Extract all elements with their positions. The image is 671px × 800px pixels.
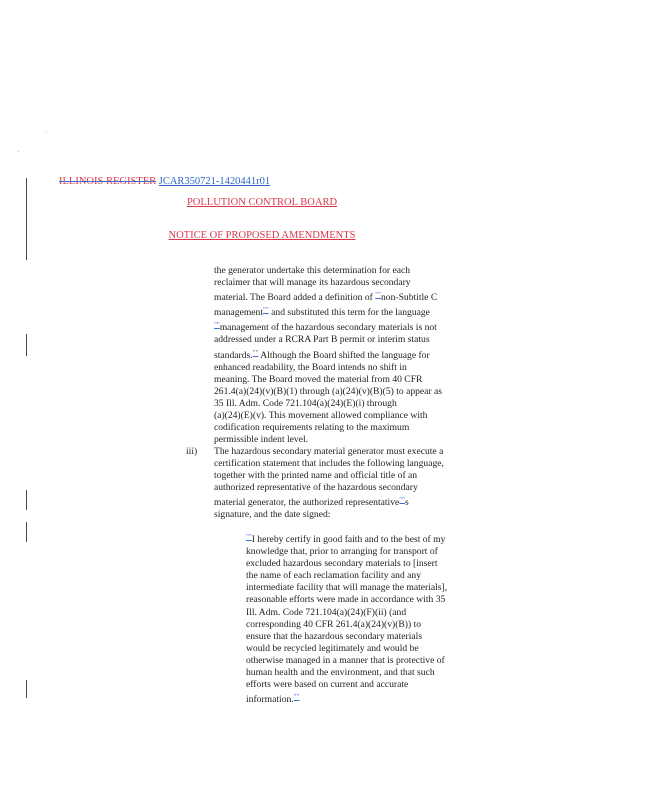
text-line: 261.4(a)(24)(v)(B)(1) through (a)(24)(v)(B)(5) to appear as — [214, 385, 443, 397]
text-line: otherwise managed in a manner that is protective of — [246, 654, 445, 666]
change-bar — [26, 334, 27, 356]
text-line: addressed under a RCRA Part B permit or interim status — [214, 334, 430, 346]
text-line — [214, 494, 444, 509]
item-iii-paragraph — [214, 446, 444, 522]
item-numeral: iii) — [186, 446, 198, 457]
text-line — [246, 691, 447, 706]
text-segment: material generator, the authorized representative — [214, 497, 400, 509]
text-segment: Although the Board shifted the language for — [258, 349, 430, 361]
notice-heading: NOTICE OF PROPOSED AMENDMENTS — [168, 230, 356, 241]
text-line — [214, 304, 442, 319]
change-bar — [26, 178, 27, 260]
text-line: reasonable efforts were made in accordance with 35 — [246, 594, 446, 606]
board-heading: POLLUTION CONTROL BOARD — [186, 197, 338, 208]
change-bar — [26, 522, 27, 542]
quote-mark: "" — [263, 306, 269, 315]
register-header — [59, 176, 270, 187]
text-line: human health and the environment, and that such — [246, 667, 435, 679]
text-line: certification statement that includes the following language, — [214, 458, 444, 470]
text-segment: information. — [246, 694, 294, 706]
text-line — [246, 531, 447, 546]
text-line — [214, 347, 442, 362]
text-segment: management — [214, 307, 264, 319]
text-segment: s — [404, 497, 409, 509]
text-line: together with the printed name and official title of an — [214, 470, 418, 482]
text-line: intermediate facility that will manage the materials], — [246, 582, 448, 594]
quote-mark: "" — [246, 533, 252, 541]
change-bar — [26, 680, 27, 698]
struck-register-title: ILLINOIS REGISTER — [59, 176, 157, 187]
quote-mark: "" — [214, 321, 220, 330]
text-line: would be recycled legitimately and would be — [246, 642, 419, 654]
text-line — [214, 319, 442, 334]
text-line: excluded hazardous secondary materials to [insert — [246, 558, 438, 570]
quote-mark: "" — [399, 496, 405, 505]
text-line: authorized representative of the hazardous secondary — [214, 482, 418, 494]
text-segment: material. The Board added a definition of — [214, 292, 376, 304]
text-segment: management of the hazardous secondary materials is not — [219, 322, 437, 334]
quote-mark: "" — [252, 348, 259, 357]
text-line: Ill. Adm. Code 721.104(a)(24)(F)(ii) (and — [246, 606, 407, 618]
text-line: codification requirements relating to the maximum — [214, 422, 410, 434]
text-line: The hazardous secondary material generator must execute a — [214, 446, 444, 457]
change-bar — [26, 490, 27, 510]
text-segment: and substituted this term for the language — [268, 307, 430, 319]
text-line: signature, and the date signed: — [214, 509, 331, 521]
text-line: 35 Ill. Adm. Code 721.104(a)(24)(E)(i) through — [214, 397, 397, 409]
text-line: reclaimer that will manage its hazardous secondary — [214, 277, 411, 289]
quote-mark: "" — [293, 693, 300, 702]
text-segment: I hereby certify in good faith and to the best of my — [251, 534, 446, 545]
certification-statement — [246, 531, 447, 706]
text-line: knowledge that, prior to arranging for transport of — [246, 546, 438, 558]
quote-mark: "" — [375, 291, 381, 300]
text-line — [214, 289, 442, 304]
text-line: permissible indent level. — [214, 434, 309, 446]
text-line: corresponding 40 CFR 261.4(a)(24)(v)(B)) to — [246, 618, 422, 630]
text-line: the name of each reclamation facility and any — [246, 570, 422, 582]
text-line: ensure that the hazardous secondary materials — [246, 630, 423, 642]
term-nonsubtitle: non-Subtitle C — [380, 292, 438, 304]
board-note-paragraph — [214, 265, 442, 446]
text-segment: standards. — [214, 349, 253, 361]
inserted-jcar-id: JCAR350721-1420441r01 — [158, 176, 271, 187]
text-line: (a)(24)(E)(v). This movement allowed compliance with — [214, 410, 428, 422]
text-line: meaning. The Board moved the material from 40 CFR — [214, 373, 423, 385]
text-line: enhanced readability, the Board intends no shift in — [214, 361, 407, 373]
scan-speck — [46, 132, 47, 133]
scan-speck — [18, 151, 19, 152]
text-line: the generator undertake this determination for each — [214, 265, 411, 276]
text-line: efforts were based on current and accurate — [246, 679, 409, 691]
